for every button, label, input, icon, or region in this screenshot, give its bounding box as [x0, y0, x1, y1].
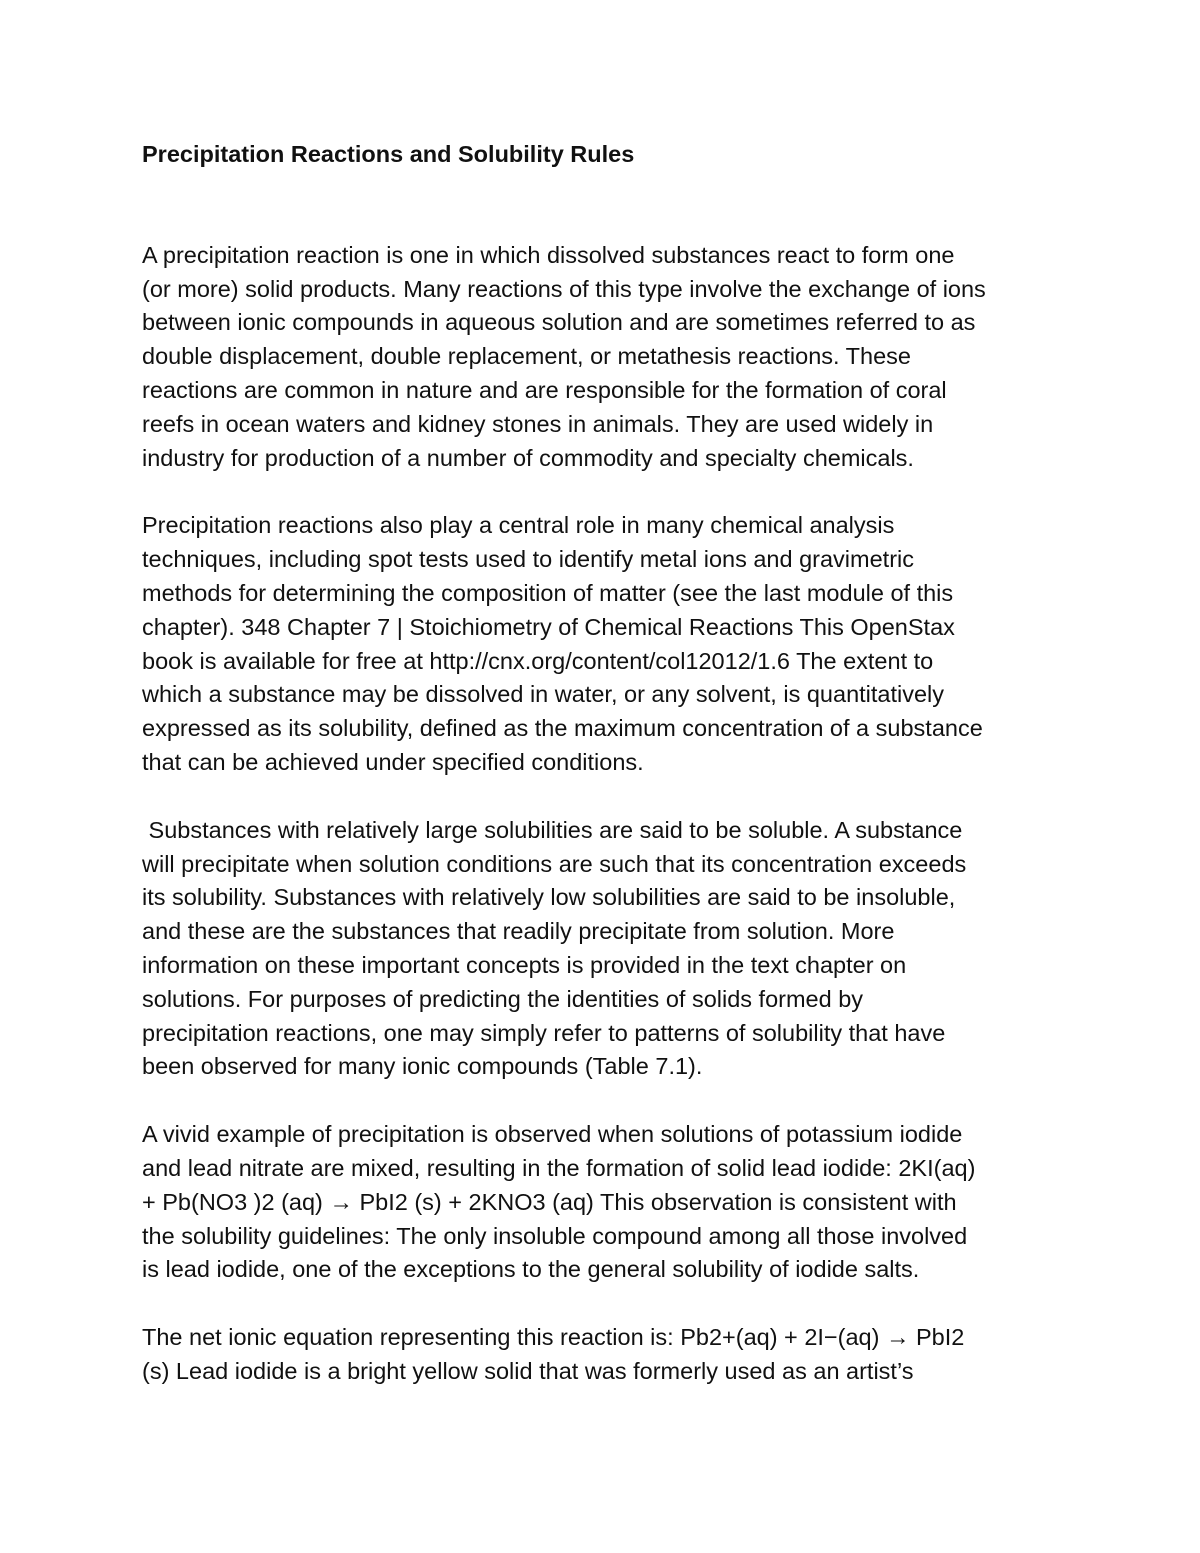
document-title: Precipitation Reactions and Solubility Rules — [142, 141, 635, 167]
document-body — [142, 138, 1072, 1423]
text-line: and lead nitrate are mixed, resulting in the formation of solid lead iodide: 2KI(aq) — [142, 1154, 976, 1181]
text-line: methods for determining the composition of matter (see the last module of this — [142, 579, 954, 606]
text-line: its solubility. Substances with relatively low solubilities are said to be insoluble, — [142, 884, 956, 911]
text-line: Precipitation reactions also play a central role in many chemical analysis — [142, 512, 895, 539]
text-line: will precipitate when solution conditions are such that its concentration exceeds — [142, 850, 967, 877]
text-line: double displacement, double replacement, or metathesis reactions. These — [142, 343, 911, 370]
text-line: The net ionic equation representing this reaction is: Pb2+(aq) + 2I−(aq) → PbI2 — [142, 1324, 965, 1351]
text-line: solutions. For purposes of predicting the identities of solids formed by — [142, 985, 864, 1012]
paragraph-5 — [142, 1321, 1072, 1389]
text-line: industry for production of a number of commodity and specialty chemicals. — [142, 444, 914, 471]
text-line: (or more) solid products. Many reactions of this type involve the exchange of ions — [142, 275, 986, 302]
paragraph-2 — [142, 509, 1072, 779]
paragraph-4 — [142, 1118, 1072, 1287]
text-line: expressed as its solubility, defined as the maximum concentration of a substance — [142, 715, 983, 742]
text-line: information on these important concepts is provided in the text chapter on — [142, 951, 907, 978]
text-line: (s) Lead iodide is a bright yellow solid that was formerly used as an artist’s — [142, 1357, 914, 1384]
text-line: Substances with relatively large solubilities are said to be soluble. A substance — [142, 816, 963, 843]
text-line: book is available for free at http://cnx.org/content/col12012/1.6 The extent to — [142, 647, 934, 674]
paragraph-3 — [142, 814, 1072, 1084]
text-line: is lead iodide, one of the exceptions to the general solubility of iodide salts. — [142, 1256, 920, 1283]
text-line: which a substance may be dissolved in water, or any solvent, is quantitatively — [142, 681, 945, 708]
text-line: between ionic compounds in aqueous solution and are sometimes referred to as — [142, 309, 976, 336]
text-line: been observed for many ionic compounds (Table 7.1). — [142, 1053, 703, 1080]
paragraph-1 — [142, 239, 1072, 476]
text-line: and these are the substances that readily precipitate from solution. More — [142, 918, 895, 945]
text-line: + Pb(NO3 )2 (aq) → PbI2 (s) + 2KNO3 (aq) This observation is consistent with — [142, 1188, 957, 1215]
text-line: A precipitation reaction is one in which dissolved substances react to form one — [142, 241, 955, 268]
text-line: A vivid example of precipitation is observed when solutions of potassium iodide — [142, 1121, 963, 1148]
text-line: techniques, including spot tests used to identify metal ions and gravimetric — [142, 546, 915, 573]
text-line: that can be achieved under specified conditions. — [142, 748, 644, 775]
text-line: the solubility guidelines: The only insoluble compound among all those involved — [142, 1222, 968, 1249]
text-line: reefs in ocean waters and kidney stones in animals. They are used widely in — [142, 410, 934, 437]
text-line: precipitation reactions, one may simply refer to patterns of solubility that have — [142, 1019, 946, 1046]
text-line: chapter). 348 Chapter 7 | Stoichiometry of Chemical Reactions This OpenStax — [142, 613, 955, 640]
text-line: reactions are common in nature and are responsible for the formation of coral — [142, 376, 947, 403]
